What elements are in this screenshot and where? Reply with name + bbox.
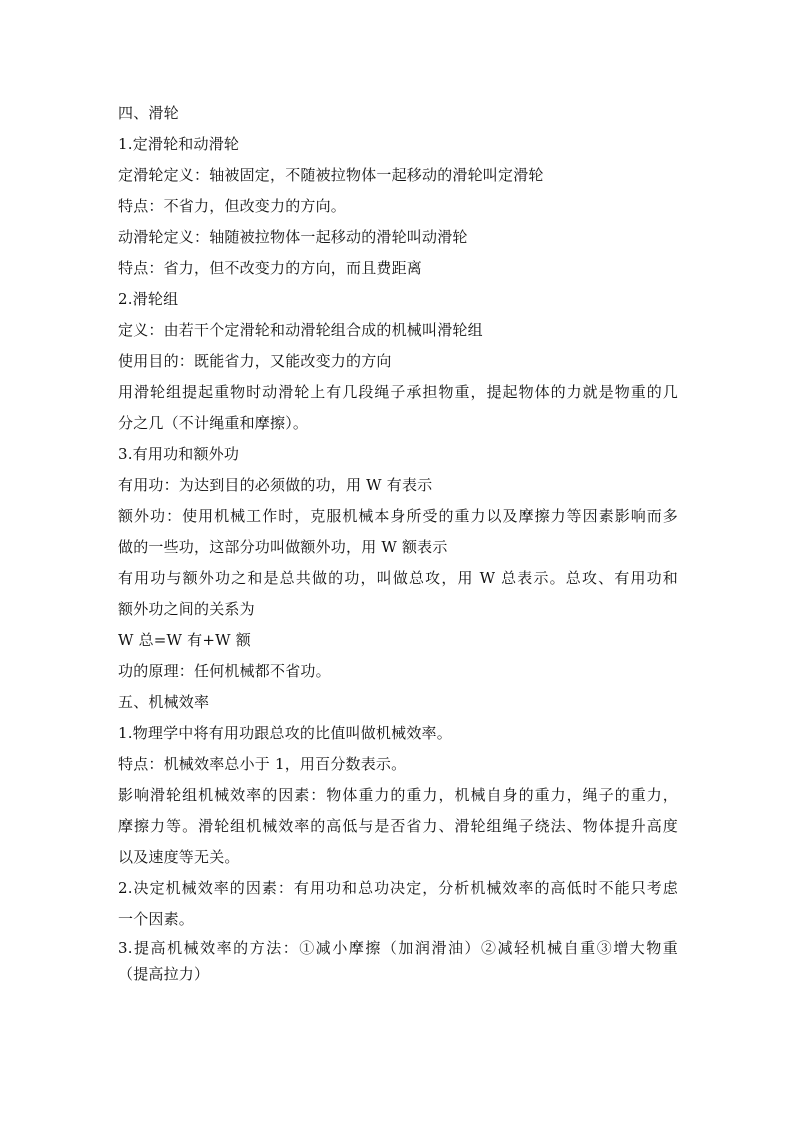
subheading-pulley-block: 2.滑轮组 [118,290,179,308]
paragraph-line: 有用功：为达到目的必须做的功，用 W 有表示 [118,476,433,494]
paragraph-line: 1.物理学中将有用功跟总攻的比值叫做机械效率。 [118,724,452,742]
paragraph-line: 特点：不省力，但改变力的方向。 [118,197,347,215]
paragraph-line: 3.提高机械效率的方法：①减小摩擦（加润滑油）②减轻机械自重③增大物重 [118,939,678,957]
paragraph-line: 一个因素。 [118,910,195,928]
paragraph-line: 额外功之间的关系为 [118,600,255,618]
paragraph-line: 定滑轮定义：轴被固定，不随被拉物体一起移动的滑轮叫定滑轮 [118,166,544,184]
paragraph-line: 2.决定机械效率的因素：有用功和总功决定，分析机械效率的高低时不能只考虑 [118,879,678,897]
paragraph-line: 影响滑轮组机械效率的因素：物体重力的重力，机械自身的重力，绳子的重力， [118,786,678,804]
subheading-useful-extra-work: 3.有用功和额外功 [118,445,240,463]
paragraph-line: 做的一些功，这部分功叫做额外功，用 W 额表示 [118,538,448,556]
paragraph-line: 特点：机械效率总小于 1，用百分数表示。 [118,755,407,773]
section-heading-mechanical-efficiency: 五、机械效率 [118,693,210,711]
paragraph-line: 动滑轮定义：轴随被拉物体一起移动的滑轮叫动滑轮 [118,228,468,246]
document-body [118,98,678,987]
paragraph-line: 定义：由若干个定滑轮和动滑轮组合成的机械叫滑轮组 [118,321,483,339]
paragraph-line: 使用目的：既能省力，又能改变力的方向 [118,352,392,370]
paragraph-line: （提高拉力） [118,965,210,983]
paragraph-line: 摩擦力等。滑轮组机械效率的高低与是否省力、滑轮组绳子绕法、物体提升高度 [118,817,678,835]
paragraph-line: 特点：省力，但不改变力的方向，而且费距离 [118,259,423,277]
paragraph-line: 用滑轮组提起重物时动滑轮上有几段绳子承担物重，提起物体的力就是物重的几 [118,383,678,401]
paragraph-line: 额外功：使用机械工作时，克服机械本身所受的重力以及摩擦力等因素影响而多 [118,507,678,525]
paragraph-line: 分之几（不计绳重和摩擦）。 [118,414,309,432]
paragraph-line: 有用功与额外功之和是总共做的功，叫做总攻，用 W 总表示。总攻、有用功和 [118,569,678,587]
formula-line: W 总=W 有+W 额 [118,631,251,649]
paragraph-line: 以及速度等无关。 [118,848,240,866]
subheading-fixed-movable-pulley: 1.定滑轮和动滑轮 [118,135,240,153]
section-heading-pulley: 四、滑轮 [118,104,179,122]
paragraph-line: 功的原理：任何机械都不省功。 [118,662,331,680]
